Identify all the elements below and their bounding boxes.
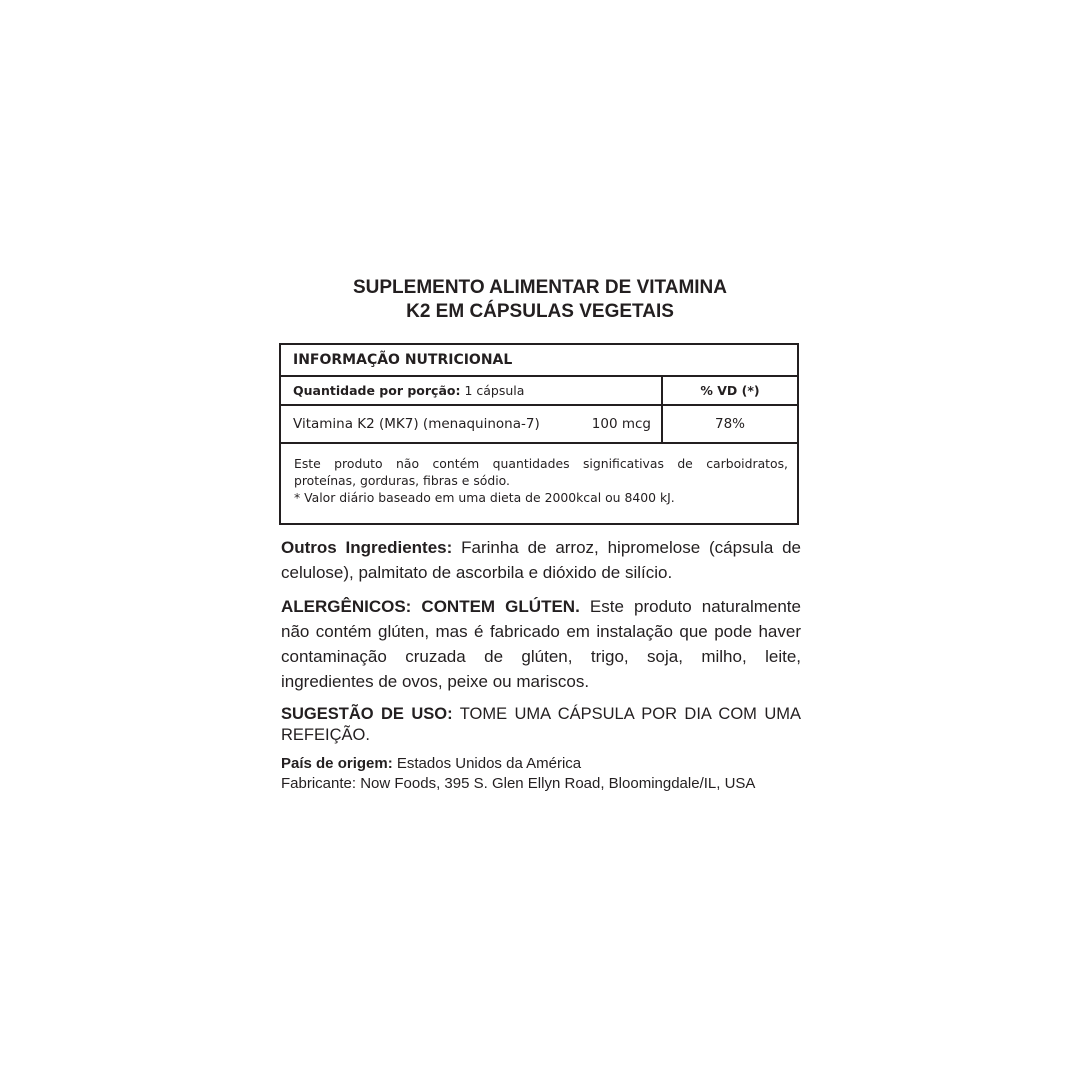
nutrition-notes	[294, 455, 788, 506]
manufacturer-label: Fabricante:	[281, 775, 357, 792]
nutrient-daily-value: 78%	[714, 416, 745, 432]
origin-value: Estados Unidos da América	[396, 755, 582, 772]
usage-text: TOME UMA CÁPSULA POR DIA COM UMA REFEIÇÃO.	[281, 705, 801, 744]
nutrient-amount: 100 mcg	[591, 416, 651, 432]
nutrition-facts-table	[279, 343, 799, 525]
daily-value-header: % VD (*)	[700, 383, 760, 398]
other-ingredients-text: Farinha de arroz, hipromelose (cápsula de celulose), palmitato de ascorbila e dióxido de silício.	[281, 538, 802, 582]
portion-row	[281, 377, 797, 406]
allergens-section	[281, 594, 801, 694]
usage-label: SUGESTÃO DE USO:	[281, 705, 453, 723]
allergens-text: Este produto naturalmente não contém glúten, mas é fabricado em instalação que pode haver contaminação cruzada de glúten, trigo, soja, milho, leite, ingredientes de ovos, peixe ou mariscos.	[281, 597, 801, 691]
other-ingredients-label: Outros Ingredientes:	[281, 538, 453, 557]
column-divider	[661, 377, 663, 444]
portion-size	[293, 383, 524, 398]
other-ingredients	[281, 535, 801, 585]
manufacturer	[281, 774, 821, 794]
portion-value: 1 cápsula	[464, 383, 525, 398]
daily-value-footnote: * Valor diário baseado em uma dieta de 2000kcal ou 8400 kJ.	[294, 490, 675, 505]
usage-suggestion	[281, 704, 801, 746]
manufacturer-value: Now Foods, 395 S. Glen Ellyn Road, Bloomingdale/IL, USA	[360, 775, 756, 792]
nutrient-row	[281, 406, 797, 444]
nutrition-note-line-2: proteínas, gorduras, fibras e sódio.	[294, 473, 510, 488]
allergens-label: ALERGÊNICOS: CONTEM GLÚTEN.	[281, 597, 580, 616]
product-title-line-2: K2 EM CÁPSULAS VEGETAIS	[406, 301, 674, 322]
origin-label: País de origem:	[281, 755, 393, 772]
nutrition-note-line-1: Este produto não contém quantidades significativas de carboidratos,	[294, 456, 788, 471]
origin-and-manufacturer	[281, 754, 821, 794]
nutrient-name: Vitamina K2 (MK7) (menaquinona-7)	[293, 416, 540, 432]
nutrition-table-title: INFORMAÇÃO NUTRICIONAL	[293, 352, 513, 368]
nutrition-table-header	[281, 345, 797, 377]
country-of-origin	[281, 754, 821, 774]
product-title-line-1: SUPLEMENTO ALIMENTAR DE VITAMINA	[352, 277, 728, 298]
portion-label: Quantidade por porção:	[293, 383, 461, 398]
product-title	[280, 276, 800, 324]
